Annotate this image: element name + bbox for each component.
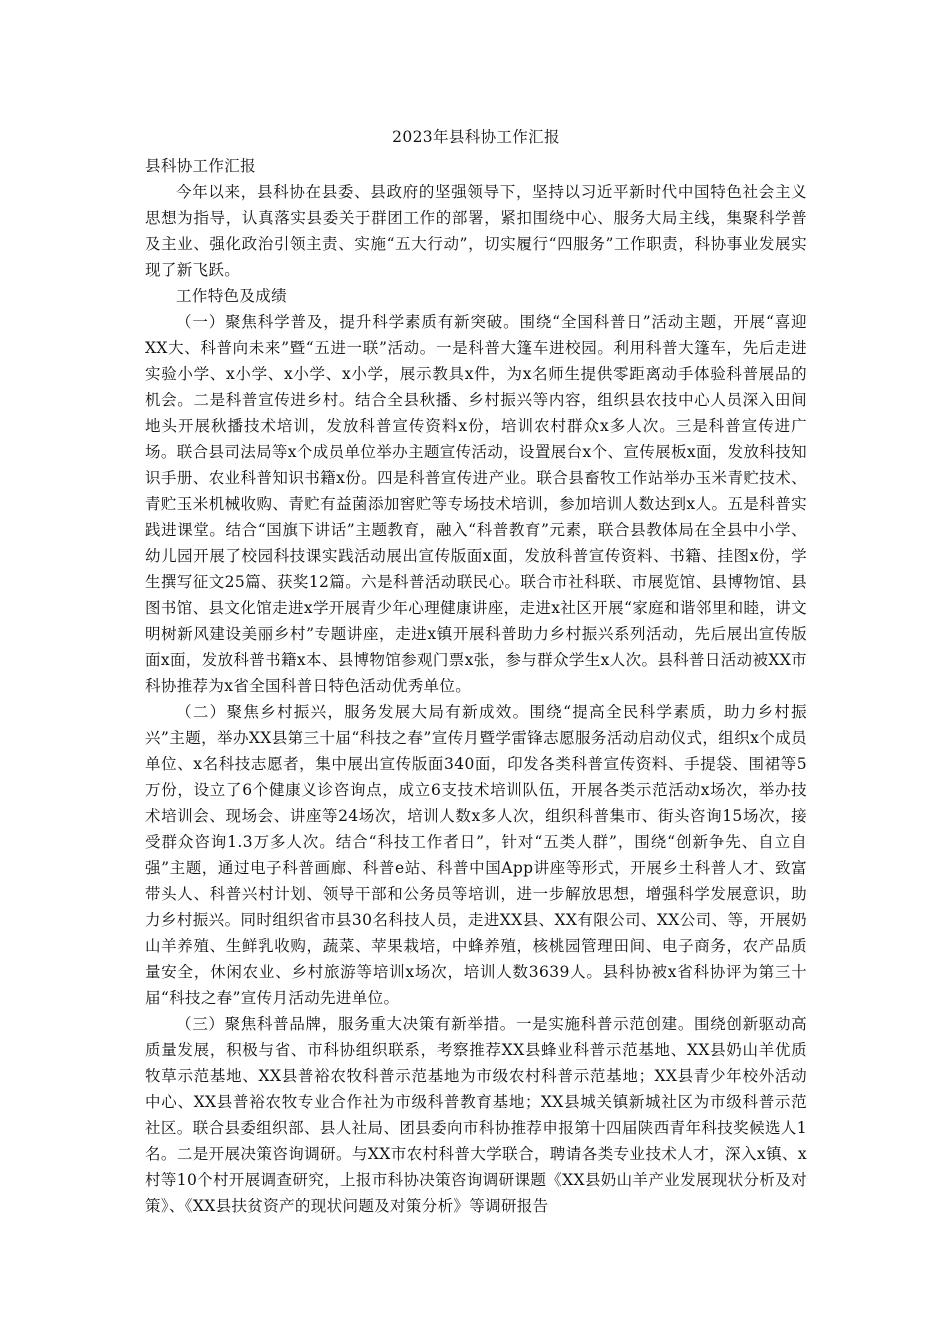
- section-2-paragraph: （二）聚焦乡村振兴，服务发展大局有新成效。围绕“提高全民科学素质，助力乡村振兴”主题，举办XX县第三十届“科技之春”宣传月暨学雷锋志愿服务活动启动仪式，组织x个成员单位、x名科技志愿者，集中展出宣传版面340面，印发各类科普宣传资料、手提袋、围裙等5万份，设立了6个健康义诊咨询点，成立6支技术培训队伍，开展各类示范活动x场次，举办技术培训会、现场会、讲座等24场次，培训人数x多人次，组织科普集市、街头咨询15场次，接受群众咨询1.3万多人次。结合“科技工作者日”，针对“五类人群”，围绕“创新争先、自立自强”主题，通过电子科普画廊、科普e站、科普中国App讲座等形式，开展乡土科普人才、致富带头人、科普兴村计划、领导干部和公务员等培训，进一步解放思想，增强科学发展意识，助力乡村振兴。同时组织省市县30名科技人员，走进XX县、XX有限公司、XX公司、等，开展奶山羊养殖、生鲜乳收购，蔬菜、苹果栽培，中蜂养殖，核桃园管理田间、电子商务，农产品质量安全，休闲农业、乡村旅游等培训x场次，培训人数3639人。县科协被x省科协评为第三十届“科技之春”宣传月活动先进单位。: [145, 703, 807, 1007]
- document-title: 2023年县科协工作汇报: [392, 128, 560, 146]
- section-3-paragraph: （三）聚焦科普品牌，服务重大决策有新举措。一是实施科普示范创建。围绕创新驱动高质量发展，积极与省、市科协组织联系，考察推荐XX县蜂业科普示范基地、XX县奶山羊优质牧草示范基地、XX县普裕农牧科普示范基地为市级农村科普示范基地；XX县青少年校外活动中心、XX县普裕农牧专业合作社为市级科普教育基地；XX县城关镇新城社区为市级科普示范社区。联合县委组织部、县人社局、团县委向市科协推荐申报第十四届陕西青年科技奖候选人1名。二是开展决策咨询调研。与XX市农村科普大学联合，聘请各类专业技术人才，深入x镇、x村等10个村开展调查研究，上报市科协决策咨询调研课题《XX县奶山羊产业发展现状分析及对策》、《XX县扶贫资产的现状问题及对策分析》等调研报告: [145, 1015, 807, 1215]
- document-page: [145, 0, 807, 1219]
- section-1-paragraph: （一）聚焦科学普及，提升科学素质有新突破。围绕“全国科普日”活动主题，开展“喜迎XX大、科普向未来”暨“五进一联”活动。一是科普大篷车进校园。利用科普大篷车，先后走进实验小学、x小学、x小学、x小学，展示教具x件，为x名师生提供零距离动手体验科普展品的机会。二是科普宣传进乡村。结合全县秋播、乡村振兴等内容，组织县农技中心人员深入田间地头开展秋播技术培训，发放科普宣传资料x份，培训农村群众x多人次。三是科普宣传进广场。联合县司法局等x个成员单位举办主题宣传活动，设置展台x个、宣传展板x面，发放科技知识手册、农业科普知识书籍x份。四是科普宣传进产业。联合县畜牧工作站举办玉米青贮技术、青贮玉米机械收购、青贮有益菌添加窖贮等专场技术培训，参加培训人数达到x人。五是科普实践进课堂。结合“国旗下讲话”主题教育，融入“科普教育”元素，联合县教体局在全县中小学、幼儿园开展了校园科技课实践活动展出宣传版面x面，发放科普宣传资料、书籍、挂图x份，学生撰写征文25篇、获奖12篇。六是科普活动联民心。联合市社科联、市展览馆、县博物馆、县图书馆、县文化馆走进x学开展青少年心理健康讲座，走进x社区开展“家庭和谐邻里和睦，讲文明树新风建设美丽乡村”专题讲座，走进x镇开展科普助力乡村振兴系列活动，先后展出宣传版面x面，发放科普书籍x本、县博物馆参观门票x张，参与群众学生x人次。县科普日活动被XX市科协推荐为x省全国科普日特色活动优秀单位。: [145, 313, 807, 695]
- intro-paragraph: 今年以来，县科协在县委、县政府的坚强领导下，坚持以习近平新时代中国特色社会主义思想为指导，认真落实县委关于群团工作的部署，紧扣围绕中心、服务大局主线，集聚科学普及主业、强化政治引领主责、实施“五大行动”，切实履行“四服务”工作职责，科协事业发展实现了新飞跃。: [145, 183, 807, 279]
- document-subtitle: 县科协工作汇报: [145, 157, 256, 175]
- section-heading: 工作特色及成绩: [176, 287, 287, 305]
